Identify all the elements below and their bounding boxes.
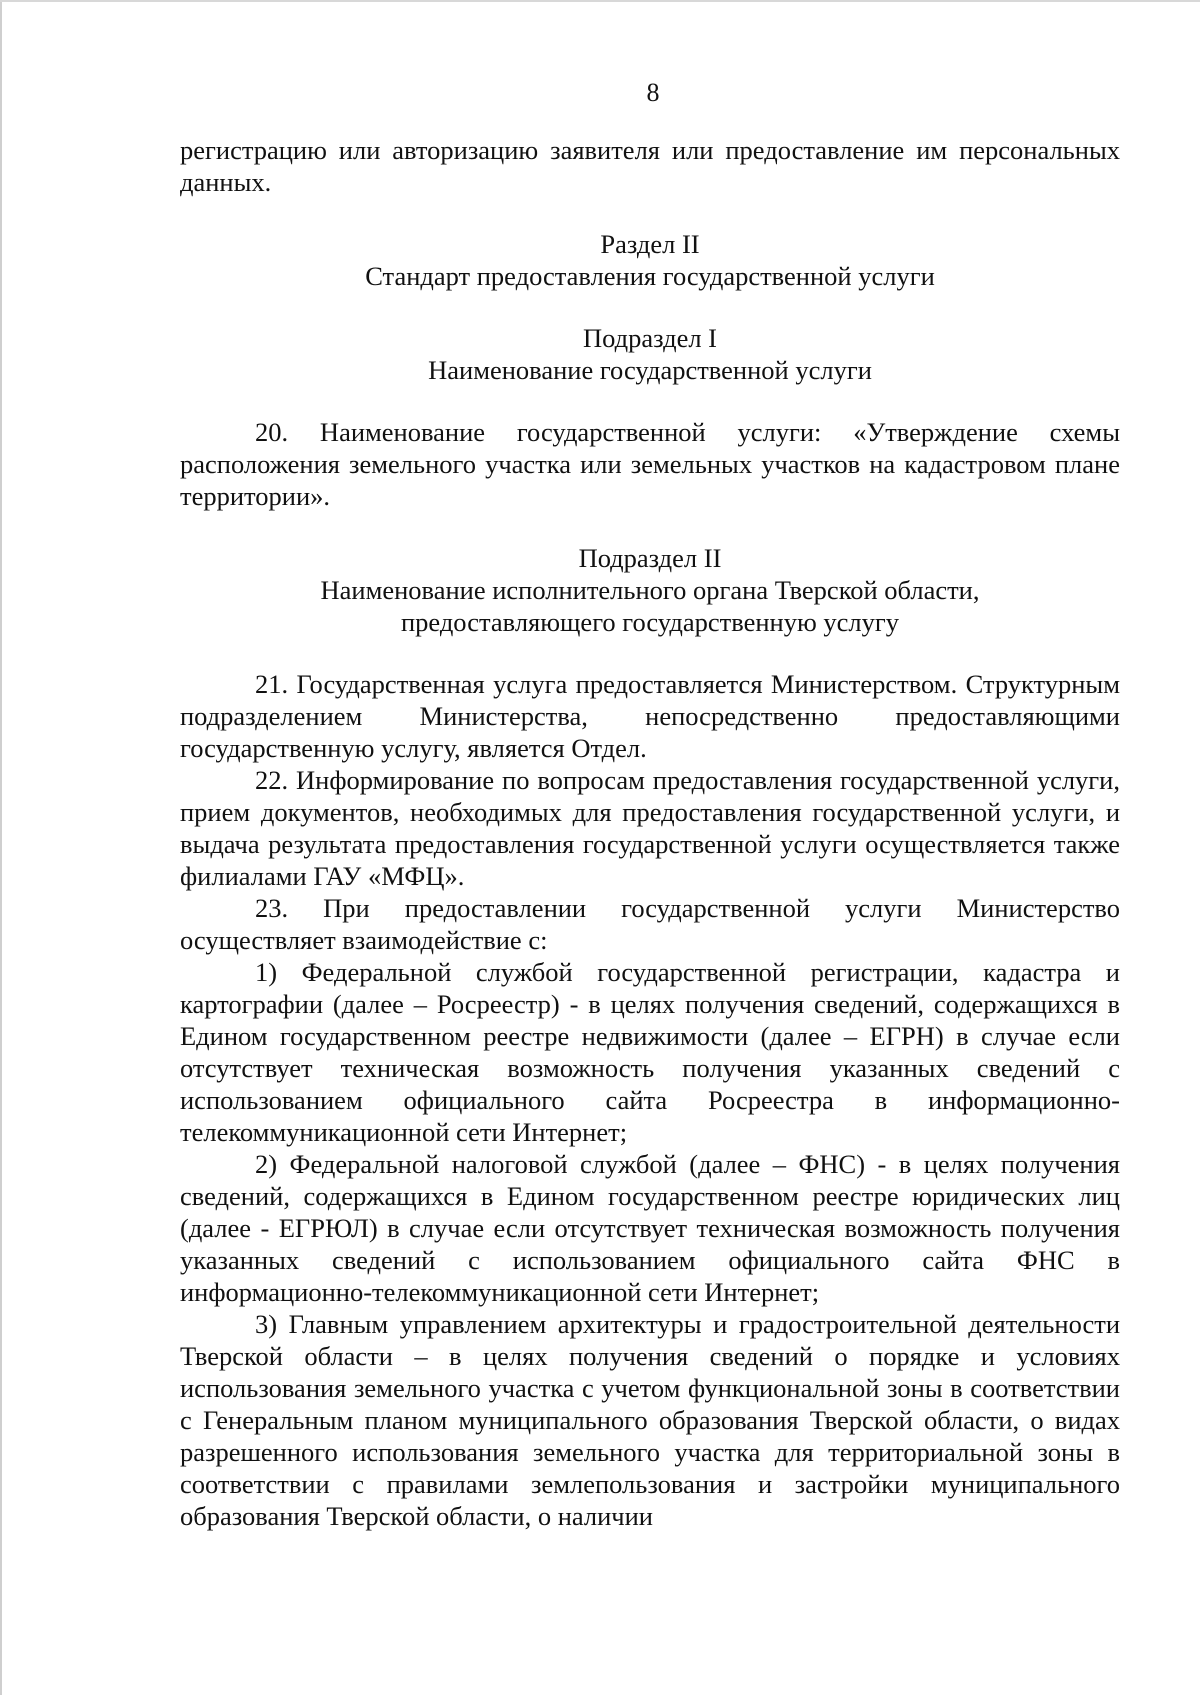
intro-paragraph: регистрацию или авторизацию заявителя или предоставление им персональных данных. [180,135,1120,197]
paragraph-23: 23. При предоставлении государственной услуги Министерство осуществляет взаимодействие с: [180,893,1120,955]
scan-edge-top [0,0,1200,2]
subsection2-title-line2: предоставляющего государственную услугу [400,607,899,637]
paragraph-22: 22. Информирование по вопросам предоставления государственной услуги, прием документов, необходимых для предоставления государственной услуги, и выдача результата предоставления государственной услуги осуществляется также филиалами ГАУ «МФЦ». [180,765,1120,891]
subsection1-title: Наименование государственной услуги [428,355,872,385]
list-item-1: 1) Федеральной службой государственной регистрации, кадастра и картографии (далее – Росреестр) - в целях получения сведений, содержащихся в Едином государственном реестре недвижимости (далее – ЕГРН) в случае если отсутствует техническая возможность получения указанных сведений с использованием официального сайта Росреестра в информационно-телекоммуникационной сети Интернет; [180,957,1120,1147]
subsection2-label: Подраздел II [578,543,722,573]
subsection2-title-line1: Наименование исполнительного органа Тверской области, [320,575,980,605]
scan-edge-left [0,0,2,1695]
page-number: 8 [646,78,660,107]
paragraph-21: 21. Государственная услуга предоставляется Министерством. Структурным подразделением Министерства, непосредственно предоставляющими государственную услугу, является Отдел. [180,669,1120,763]
paragraph-20: 20. Наименование государственной услуги: «Утверждение схемы расположения земельного участка или земельных участков на кадастровом плане территории». [180,417,1120,511]
list-item-3: 3) Главным управлением архитектуры и градостроительной деятельности Тверской области – в целях получения сведений о порядке и условиях использования земельного участка с учетом функциональной зоны в соответствии с Генеральным планом муниципального образования Тверской области, о видах разрешенного использования земельного участка для территориальной зоны в соответствии с правилами землепользования и застройки муниципального образования Тверской области, о наличии [180,1309,1120,1531]
document-body [180,134,1120,1532]
section-label: Раздел II [600,229,700,259]
section-title: Стандарт предоставления государственной услуги [365,261,935,291]
subsection1-label: Подраздел I [582,323,718,353]
list-item-2: 2) Федеральной налоговой службой (далее – ФНС) - в целях получения сведений, содержащихся в Едином государственном реестре юридических лиц (далее - ЕГРЮЛ) в случае если отсутствует техническая возможность получения указанных сведений с использованием официального сайта ФНС в информационно-телекоммуникационной сети Интернет; [180,1149,1120,1307]
